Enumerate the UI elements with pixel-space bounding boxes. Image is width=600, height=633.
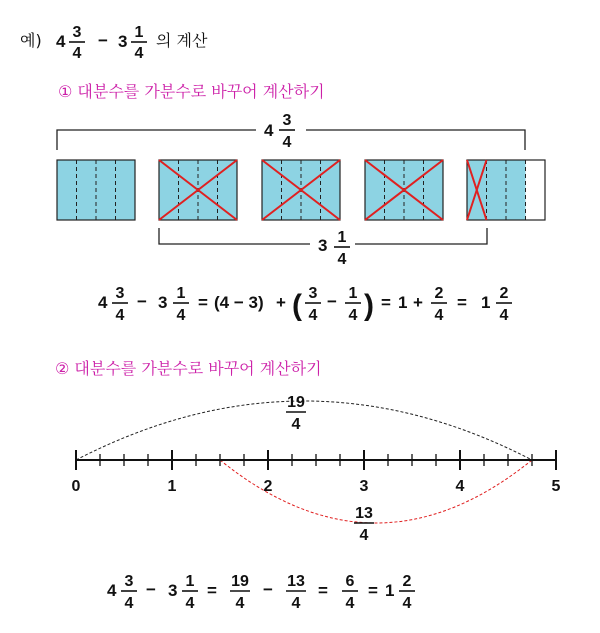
- fraction-denominator: 4: [434, 307, 444, 324]
- minus-sign: −: [137, 292, 147, 311]
- fraction-denominator: 4: [345, 595, 355, 612]
- fraction-numerator: 13: [287, 573, 305, 590]
- fraction-denominator: 4: [115, 307, 125, 324]
- fraction-rectangle: [365, 160, 443, 220]
- example-suffix: 의 계산: [156, 31, 208, 50]
- section1-equation: [98, 285, 512, 324]
- fraction-numerator: 3: [124, 573, 134, 590]
- tick-label: 4: [455, 478, 465, 495]
- fraction-rectangle: [262, 160, 340, 220]
- section1-title: ① 대분수를 가분수로 바꾸어 계산하기: [58, 82, 325, 101]
- top-arc-label: [286, 394, 306, 433]
- equals-sign: =: [207, 581, 217, 600]
- left-paren: (: [292, 289, 302, 322]
- fraction-numerator: 3: [282, 112, 292, 129]
- fraction-numerator: 1: [348, 285, 358, 302]
- tick-label: 1: [167, 478, 177, 495]
- fraction-numerator: 1: [337, 229, 347, 246]
- bottom-brace: [159, 228, 487, 268]
- tick-label: 3: [359, 478, 369, 495]
- fraction-denominator: 4: [291, 595, 301, 612]
- equals-sign: =: [457, 293, 467, 312]
- mixed-whole: 4: [107, 581, 117, 600]
- fraction-numerator: 3: [308, 285, 318, 302]
- fraction-numerator: 1: [185, 573, 195, 590]
- example-header: [20, 24, 208, 62]
- plus-sign: +: [413, 293, 423, 312]
- fraction-rectangle: [57, 160, 135, 220]
- mixed-whole: 3: [168, 581, 178, 600]
- minus-sign: −: [263, 580, 273, 599]
- mixed-whole: 3: [158, 293, 168, 312]
- fraction-denominator: 4: [176, 307, 186, 324]
- fraction-numerator: 3: [72, 24, 82, 41]
- equals-sign: =: [381, 293, 391, 312]
- equals-sign: =: [368, 581, 378, 600]
- fraction-denominator: 4: [291, 416, 301, 433]
- fraction-denominator: 4: [235, 595, 245, 612]
- mixed-whole: 1: [481, 293, 491, 312]
- mixed-whole: 3: [318, 236, 328, 255]
- fraction-denominator: 4: [308, 307, 318, 324]
- whole-difference: (4 − 3): [214, 293, 264, 312]
- top-brace: [57, 112, 525, 151]
- fraction-numerator: 3: [115, 285, 125, 302]
- right-paren: ): [364, 289, 374, 322]
- minus-sign: −: [146, 580, 156, 599]
- equals-sign: =: [318, 581, 328, 600]
- fraction-numerator: 2: [499, 285, 509, 302]
- fraction-denominator: 4: [402, 595, 412, 612]
- fraction-numerator: 13: [355, 505, 373, 522]
- tick-label: 2: [263, 478, 273, 495]
- fraction-numerator: 2: [402, 573, 412, 590]
- section2-equation: [107, 573, 415, 612]
- fraction-denominator: 4: [72, 45, 82, 62]
- fraction-numerator: 6: [345, 573, 355, 590]
- fraction-denominator: 4: [359, 527, 369, 544]
- mixed-whole: 4: [264, 121, 274, 140]
- bottom-arc-label: [354, 505, 374, 544]
- fraction-numerator: 19: [287, 394, 305, 411]
- tick-label: 5: [551, 478, 561, 495]
- fraction-denominator: 4: [282, 134, 292, 151]
- minus-sign: −: [98, 31, 108, 50]
- fraction-rectangle: [467, 160, 545, 220]
- example-prefix: 예): [20, 31, 42, 50]
- fraction-denominator: 4: [337, 251, 347, 268]
- fraction-numerator: 19: [231, 573, 249, 590]
- fraction-denominator: 4: [348, 307, 358, 324]
- mixed-whole: 1: [385, 581, 395, 600]
- whole-result: 1: [398, 293, 408, 312]
- example-mixed2: [118, 24, 147, 62]
- tick-label: 0: [71, 478, 81, 495]
- fraction-numerator: 1: [134, 24, 144, 41]
- fraction-rectangles: [57, 160, 545, 220]
- fraction-numerator: 1: [176, 285, 186, 302]
- fraction-denominator: 4: [185, 595, 195, 612]
- mixed-whole: 3: [118, 32, 128, 51]
- plus-sign: +: [276, 293, 286, 312]
- number-line: [72, 401, 561, 523]
- fraction-denominator: 4: [124, 595, 134, 612]
- mixed-whole: 4: [56, 32, 66, 51]
- mixed-whole: 4: [98, 293, 108, 312]
- equals-sign: =: [198, 293, 208, 312]
- fraction-denominator: 4: [134, 45, 144, 62]
- minus-sign: −: [327, 292, 337, 311]
- fraction-rectangle: [159, 160, 237, 220]
- fraction-numerator: 2: [434, 285, 444, 302]
- example-mixed1: [56, 24, 85, 62]
- fraction-denominator: 4: [499, 307, 509, 324]
- section2-title: ② 대분수를 가분수로 바꾸어 계산하기: [55, 359, 322, 378]
